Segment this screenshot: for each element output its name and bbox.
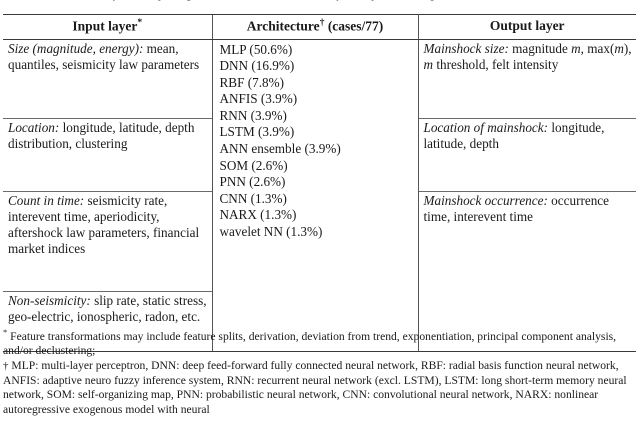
input-entry-location-label: Location: [8,119,60,135]
list-item: wavelet NN (1.3%) [219,224,323,240]
list-item: DNN (16.9%) [219,58,295,74]
input-entry-size [3,40,212,119]
footnote-dagger-text: MLP: multi-layer perceptron, DNN: deep feed-forward fully connected neural network, RBF: radial basis function neural network, ANFIS: adaptive neuro fuzzy inference system, RNN: recurrent neural network (excl. LSTM), LSTM: long short-term memory neural network, SOM: self-organizing map, PNN: probabilistic neural network, CNN: convolutional neural network, NARX: nonlinear autoregressive exogenous model with neural [3,359,627,416]
cell-output-layer [418,39,636,351]
column-header-output-layer [418,15,636,40]
list-item: SOM (2.6%) [219,157,288,173]
footnote-dagger [3,359,637,417]
footnotes [3,325,637,417]
column-header-input-layer [3,15,212,40]
output-entry-location-of-mainshock [419,119,637,192]
input-entry-non-seismicity-body: slip rate, static stress, geo-electric, ionospheric, radon, etc. [8,292,207,324]
list-item: RBF (7.8%) [219,74,284,90]
list-item: ANFIS (3.9%) [219,91,298,107]
output-entry-mainshock-occurrence-body: occurrence time, interevent time [423,192,610,224]
table-body-row [3,39,636,351]
input-entry-count-in-time [3,192,212,292]
output-entry-mainshock-size-body: magnitude m, max(m), m threshold, felt intensity [423,40,632,72]
output-entry-location-of-mainshock-label: Location of mainshock: [423,119,549,135]
input-entry-non-seismicity-label: Non-seismicity: [8,292,91,308]
output-entry-mainshock-occurrence [419,192,637,291]
list-item: CNN (1.3%) [219,190,287,206]
architecture-list [213,40,418,243]
footnote-asterisk-marker: * [3,327,8,337]
column-header-architecture [212,15,418,40]
list-item: MLP (50.6%) [219,41,293,57]
table-caption [0,0,640,13]
cell-architecture [212,39,418,351]
input-entry-size-body: mean, quantiles, seismicity law parameters [8,40,200,72]
output-entry-mainshock-size [419,40,637,119]
table-header-row [3,15,636,40]
output-entry-mainshock-occurrence-label: Mainshock occurrence: [423,192,548,208]
input-entry-count-in-time-label: Count in time: [8,192,85,208]
list-item: ANN ensemble (3.9%) [219,141,341,157]
column-header-input-layer-label: Input layer [72,18,138,34]
column-header-architecture-label: Architecture [246,18,320,34]
column-header-output-layer-label: Output layer [489,18,565,33]
input-entry-location [3,119,212,192]
list-item: PNN (2.6%) [219,174,286,190]
input-entry-size-label: Size (magnitude, energy): [8,40,144,56]
output-entry-mainshock-size-label: Mainshock size: [423,40,509,56]
output-entry-location-of-mainshock-body: longitude, latitude, depth [423,119,605,151]
footnote-asterisk-text: Feature transformations may include feature splits, derivation, deviation from trend, exponentiation, principal component analysis, and/or declustering; [3,329,617,358]
list-item: RNN (3.9%) [219,107,287,123]
list-item: NARX (1.3%) [219,207,297,223]
list-item: LSTM (3.9%) [219,124,295,140]
input-entry-location-body: longitude, latitude, depth distribution, clustering [8,119,195,151]
architecture-cases-count: (cases/77) [324,18,384,34]
input-entry-count-in-time-body: seismicity rate, interevent time, aperiodicity, aftershock law parameters, financial market indices [8,192,200,257]
table-caption-text [8,0,636,1]
cell-input-layer [3,39,212,351]
input-layer-footnote-marker: * [137,18,143,28]
ann-models-table [3,14,636,352]
footnote-asterisk [3,325,637,359]
footnote-dagger-marker: † [3,360,9,373]
architecture-footnote-marker: † [319,18,325,28]
